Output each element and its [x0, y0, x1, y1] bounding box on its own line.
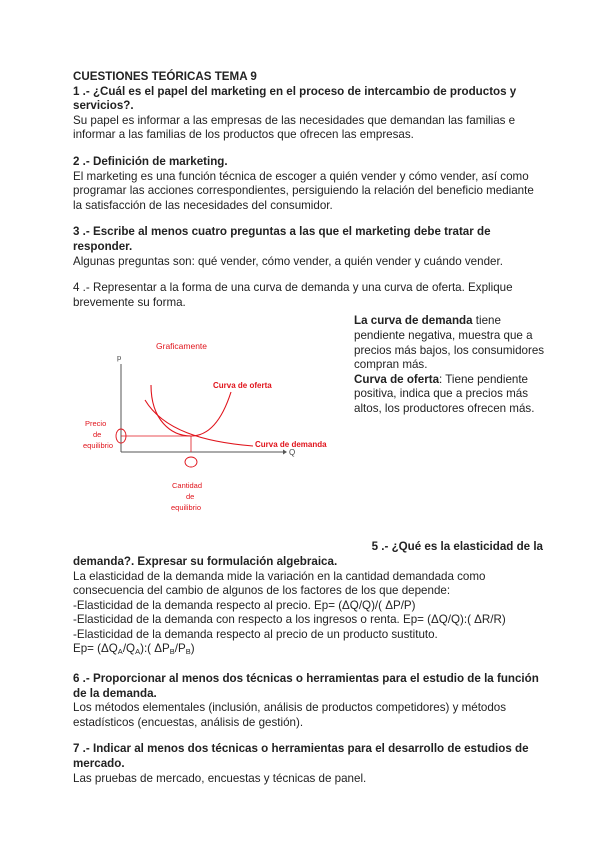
quantity-label-line-1: Cantidad	[172, 481, 203, 491]
quantity-label-line-2: de	[186, 492, 195, 502]
supply-text: : Tiene pendiente positiva, indica que a precios más altos, los productores ofrecen más.	[354, 372, 535, 415]
formula-part: )	[190, 642, 195, 656]
x-axis-arrow	[283, 450, 287, 455]
answer-1: Su papel es informar a las empresas de las necesidades que demandan las familias e informar a las familias de los productos que ofrecen las empresas.	[73, 113, 516, 142]
price-label-line-3: equilibrio	[83, 441, 114, 451]
demand-curve	[145, 400, 253, 446]
answer-5-bullet-3: -Elasticidad de la demanda respecto al precio de un producto sustituto.	[73, 627, 438, 641]
answer-3: Algunas preguntas son: qué vender, cómo vender, a quién vender y cuándo vender.	[73, 254, 503, 268]
question-7: 7 .- Indicar al menos dos técnicas o herramientas para el desarrollo de estudios de mercado.	[73, 742, 529, 771]
supply-demand-diagram	[73, 312, 343, 540]
answer-5-bullet-1: -Elasticidad de la demanda respecto al precio. Ep= (ΔQ/Q)/( ΔP/P)	[73, 598, 416, 612]
question-2: 2 .- Definición de marketing.	[73, 154, 228, 168]
formula-sub: A	[135, 647, 141, 657]
curves-explanation	[354, 314, 546, 416]
formula-part: ):( ΔP	[140, 642, 170, 656]
question-1: 1 .- ¿Cuál es el papel del marketing en el proceso de intercambio de productos y servicios?.	[73, 84, 517, 113]
answer-5-formula	[73, 642, 543, 660]
formula-part: Ep= (ΔQ	[73, 642, 118, 656]
answer-6: Los métodos elementales (inclusión, análisis de productos competidores) y métodos estadísticos (encuestas, análisis de gestión).	[73, 701, 507, 729]
document-title: CUESTIONES TEÓRICAS TEMA 9	[73, 70, 257, 83]
price-label-line-1: Precio	[85, 419, 107, 429]
formula-part: /P	[174, 642, 186, 656]
question-3: 3 .- Escribe al menos cuatro preguntas a las que el marketing debe tratar de responder.	[73, 225, 491, 253]
supply-term: Curva de oferta	[354, 372, 440, 386]
formula-sub: B	[185, 647, 191, 657]
answer-5-bullet-2: -Elasticidad de la demanda con respecto a los ingresos o renta. Ep= (ΔQ/Q):( ΔR/R)	[73, 613, 506, 627]
price-label-line-2: de	[93, 430, 102, 440]
supply-curve	[151, 385, 231, 436]
question-4: 4 .- Representar a la forma de una curva de demanda y una curva de oferta. Explique brevemente su forma.	[73, 281, 513, 309]
supply-curve-label: Curva de oferta	[213, 381, 272, 391]
axis-q-label: Q	[289, 448, 296, 458]
demand-explanation	[354, 314, 546, 372]
quantity-label-line-3: equilibrio	[171, 503, 202, 513]
answer-2: El marketing es una función técnica de escoger a quién vender y cómo vender, así como programar las acciones correspondientes, persiguiendo la relación del beneficio mediante la satisfacción de las necesidades del consumidor.	[73, 169, 534, 212]
quantity-marker-circle	[185, 457, 197, 467]
formula-part: /Q	[122, 642, 136, 656]
demand-term: La curva de demanda	[354, 314, 473, 328]
question-5-part-2: demanda?. Expresar su formulación algebraica.	[73, 554, 338, 568]
answer-5-intro: La elasticidad de la demanda mide la variación en la cantidad demandada como consecuencia del cambio de algunos de los factores de los que depende:	[73, 569, 486, 598]
supply-demand-section	[73, 312, 543, 540]
formula-sub: B	[169, 647, 175, 657]
formula-sub: A	[117, 647, 123, 657]
supply-explanation	[354, 373, 546, 417]
answer-7: Las pruebas de mercado, encuestas y técnicas de panel.	[73, 771, 367, 785]
question-6: 6 .- Proporcionar al menos dos técnicas o herramientas para el estudio de la función de la demanda.	[73, 672, 539, 700]
chart-caption: Graficamente	[156, 341, 208, 352]
question-5-part-1: 5 .- ¿Qué es la elasticidad de la	[371, 540, 543, 554]
demand-curve-label: Curva de demanda	[255, 440, 327, 450]
axis-p-label: p	[117, 353, 122, 363]
demand-text: tiene pendiente negativa, muestra que a precios más bajos, los consumidores compran más.	[354, 314, 545, 372]
document-page	[73, 70, 543, 786]
